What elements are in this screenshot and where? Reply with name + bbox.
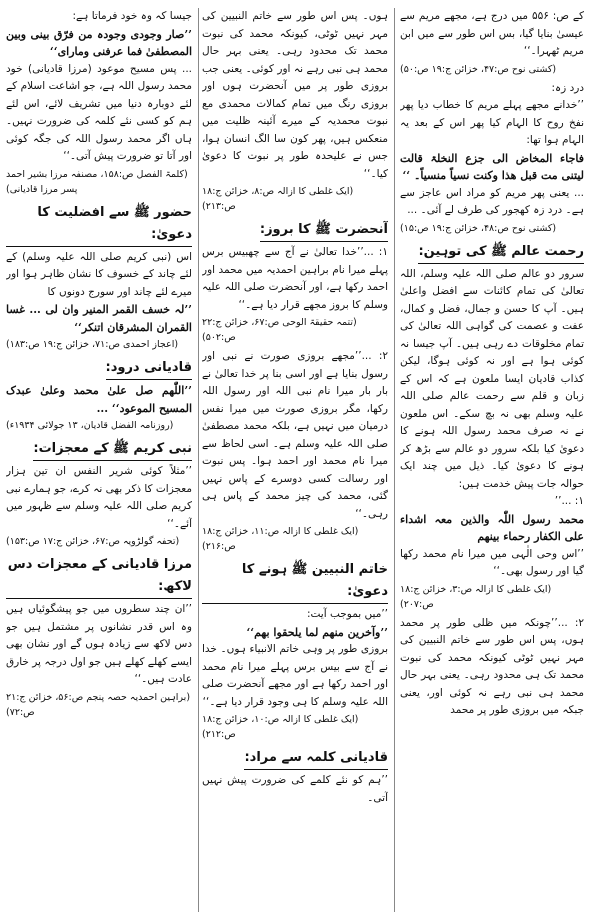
paragraph: ’’میں بموجب آیت: [306, 608, 388, 620]
citation: (ایک غلطی کا ازالہ ص:۳، خزائن ج:۱۸ ص:۲۰۷) [400, 583, 552, 610]
paragraph: اس (نبی کریم صلی اللہ علیہ وسلم) کے لئے چاند کے خسوف کا نشان ظاہر ہوا اور میرے لئے چاند اور سورج دونوں کا [6, 250, 192, 298]
section-heading: خاتم النبیین ﷺ ہونے کا دعویٰ: [202, 559, 388, 604]
paragraph: ۲: ...’’مجھے بروزی صورت نے نبی اور رسول بنایا ہے اور اسی بنا پر خدا تعالیٰ نے بار بار میرا نام نبی اللہ اور رسول اللہ رکھا، مگر بروزی صورت میں میرا نفس درمیان میں نہیں ہے، بلکہ محمد مصطفیٰ صلی اللہ علیہ وسلم ہے۔ اسی لحاظ سے میرا نام محمد اور احمد ہوا۔ پس نبوت اور رسالت کسی دوسرے کے پاس نہیں گئی، محمد کی چیز محمد کے پاس ہی رہی۔‘‘ [202, 350, 388, 520]
column-right [400, 8, 584, 912]
arabic-quote: محمد رسول اللّٰہ والذین معہ اشداء علی الکفار رحماء بینھم [400, 512, 584, 543]
citation: (تحفہ گولڑویہ ص:۶۷، خزائن ج:۱۷ ص:۱۵۳) [6, 536, 180, 547]
arabic-quote: ’’لہ خسف القمر المنیر وان لی ... غسا القمران المشرقان اتنکر‘‘ [6, 303, 192, 334]
section-heading: مرزا قادیانی کے معجزات دس لاکھ: [6, 554, 192, 599]
arabic-quote: ’’وآخرین منھم لما یلحقوا بھم‘‘ [246, 625, 388, 639]
citation: (اعجاز احمدی ص:۷۱، خزائن ج:۱۹ ص:۱۸۳) [6, 339, 179, 350]
section-heading: قادیانی درود: [106, 357, 193, 380]
arabic-quote: ’’صار وجودی وجودہ من فرّق بینی وبین المصطفیٰ فما عرفنی ومارای‘‘ [6, 27, 192, 58]
section-heading-wrap [400, 239, 584, 266]
paragraph: ہوں۔ پس اس طور سے خاتم النبیین کی مہر نہیں ٹوٹی، کیونکہ محمد کی نبوت محمد تک محدود رہی۔ یعنی بہر حال محمد ہی نبی رہے نہ اور کوئی۔ یعنی جب بروزی طور پر میں آنحضرت ہوں اور بروزی رنگ میں تمام کمالات محمدی مع نبوت محمدیہ کے میرے آئینہ ظلیت میں منعکس ہیں، پھر کون سا الگ انسان ہوا، جس نے علیحدہ طور پر نبوت کا دعویٰ کیا۔‘‘ [202, 10, 388, 180]
column-divider [394, 8, 395, 912]
citation: (روزنامہ الفضل قادیان، ۱۳ جولائی ۱۹۳۴ء) [6, 420, 174, 431]
column-divider [198, 8, 199, 912]
paragraph: جیسا کہ وہ خود فرماتا ہے: [72, 10, 192, 22]
section-heading-wrap [202, 557, 388, 606]
section-heading: قادیانی کلمہ سے مراد: [244, 747, 388, 770]
arabic-quote: ’’اللّٰھم صل علیٰ محمد وعلیٰ عبدک المسیح الموعود‘‘ ... [6, 384, 192, 415]
paragraph: کے ص: ۵۵۶ میں درج ہے، مجھے مریم سے عیسیٰ بنایا گیا، بس اس طور سے میں ابن مریم ٹھہرا۔‘‘ [400, 10, 584, 57]
citation: (کشتی نوح ص:۴۸، خزائن ج:۱۹ ص:۱۵) [400, 222, 557, 234]
paragraph: درد زہ: [551, 81, 584, 94]
paragraph: ’’خدانے مجھے پہلے مریم کا خطاب دیا پھر نفخ روح کا الہام کیا پھر اس کے بعد یہ الہام ہوا تھا: [400, 99, 584, 146]
citation: (ایک غلطی کا ازالہ ص:۱۰، خزائن ج:۱۸ ص:۲۱۲) [202, 714, 359, 740]
paragraph: ’’ہم کو نئے کلمے کی ضرورت پیش نہیں آتی۔ [202, 774, 388, 804]
paragraph: بروزی طور پر وہی خاتم الانبیاء ہوں۔ خدا نے آج سے بیس برس پہلے میرا نام محمد اور احمد رکھا ہے اور مجھے آنحضرت صلی اللہ علیہ وسلم کا ہی وجود قرار دیا ہے۔‘‘ [202, 643, 388, 708]
paragraph: ۱: ...’’ [554, 495, 584, 507]
section-heading: نبی کریم ﷺ کے معجزات: [33, 438, 192, 461]
section-heading-wrap [6, 552, 192, 601]
section-heading-wrap [6, 436, 192, 463]
citation: (ایک غلطی کا ازالہ ص:۸، خزائن ج:۱۸ ص:۲۱۳) [202, 186, 354, 212]
section-heading: رحمت عالم ﷺ کی توہین: [418, 241, 584, 264]
citation: (کشتی نوح ص:۴۷، خزائن ج:۱۹ ص:۵۰) [400, 63, 557, 75]
citation: (ایک غلطی کا ازالہ ص:۱۱، خزائن ج:۱۸ ص:۲۱۶) [202, 526, 359, 552]
paragraph: ’’ان چند سطروں میں جو پیشگوئیاں ہیں وہ اس قدر نشانوں پر مشتمل ہیں جو دس لاکھ سے زیادہ ہوں گے اور نشان بھی ایسے کھلے کھلے ہیں جو اول درجہ پر خارق عادت ہیں۔‘‘ [6, 603, 192, 685]
paragraph: ... یعنی پھر مریم کو مراد اس عاجز سے ہے۔ درد زہ کھجور کی طرف لے آئی۔ ... [400, 186, 584, 216]
arabic-quote: فاجاء المخاض الی جزع النخلۃ قالت لیتنی مت قبل ھذا وکنت نسیاً منسیاً۔ ‘‘ [400, 151, 584, 182]
section-heading-wrap [202, 217, 388, 244]
citation: (کلمۃ الفصل ص:۱۵۸، مصنفہ مرزا بشیر احمد پسر مرزا قادیانی) [6, 168, 188, 195]
section-heading-wrap [202, 745, 388, 772]
paragraph: سرور دو عالم صلی اللہ علیہ وسلم، اللہ تعالیٰ کی تمام کائنات سے افضل واعلیٰ ہیں۔ آپ کا حسن و جمال، فضل و کمال، عفت و عصمت کی گواہی اللہ تعالیٰ کی تمام مخلوقات دے رہی ہیں۔ آپ جیسا نہ کوئی ہوا ہے اور نہ کوئی ہوگا، لیکن کذاب قادیان ایسا ملعون ہے کہ اس کے زبان و قلم سے رحمت عالم صلی اللہ علیہ وسلم بھی نہ بچ سکے۔ اس ملعون نے نہ صرف محمد رسول اللہ ہونے کا دعویٰ کیا بلکہ سرور دو عالم سے بڑھ کر ہونے کا دعویٰ کیا۔ ذیل میں چند ایک حوالہ جات پیش خدمت ہیں: [400, 267, 584, 490]
section-heading: آنحضرت ﷺ کا بروز: [260, 219, 388, 242]
column-middle [202, 8, 388, 912]
paragraph: ۱: ...’’خدا تعالیٰ نے آج سے چھبیس برس پہلے میرا نام براہین احمدیہ میں محمد اور احمد رکھا ہے، اور آنحضرت صلی اللہ علیہ وسلم کا بروز مجھے قرار دیا ہے۔‘‘ [202, 246, 388, 311]
section-heading: حضور ﷺ سے افضلیت کا دعویٰ: [6, 202, 192, 247]
section-heading-wrap [6, 355, 192, 382]
paragraph: ’’مثلاً کوئی شریر النفس ان تین ہزار معجزات کا ذکر بھی نہ کرے، جو ہمارے نبی کریم صلی اللہ علیہ وسلم سے ظہور میں آئے۔‘‘ [6, 465, 192, 530]
paragraph: ’’اس وحی الٰہی میں میرا نام محمد رکھا گیا اور رسول بھی۔‘‘ [400, 547, 584, 577]
paragraph: ۲: ...’’چونکہ میں ظلی طور پر محمد ہوں، پس اس طور سے خاتم النبیین کی مہر نہیں ٹوٹی کیونکہ محمد کی نبوت محمد تک ہی محدود رہی۔ یعنی بہر حال محمد ہی نبی رہے نہ کوئی اور، یعنی جبکہ میں بروزی طور پر محمد [400, 616, 584, 716]
citation: (تتمہ حقیقۃ الوحی ص:۶۷، خزائن ج:۲۲ ص:۵۰۲) [202, 317, 357, 343]
column-left [6, 8, 192, 912]
section-heading-wrap [6, 200, 192, 249]
citation: (براہین احمدیہ حصہ پنجم ص:۵۶، خزائن ج:۲۱ ص:۷۲) [6, 691, 191, 718]
paragraph: ... پس مسیح موعود (مرزا قادیانی) خود محمد رسول اللہ ہے، جو اشاعت اسلام کے لئے دوبارہ دنیا میں تشریف لائے، اس لئے ہم کو کسی نئے کلمہ کی ضرورت نہیں۔ ہاں اگر محمد رسول اللہ کی جگہ کوئی اور آتا تو ضرورت پیش آتی۔‘‘ [6, 62, 192, 162]
